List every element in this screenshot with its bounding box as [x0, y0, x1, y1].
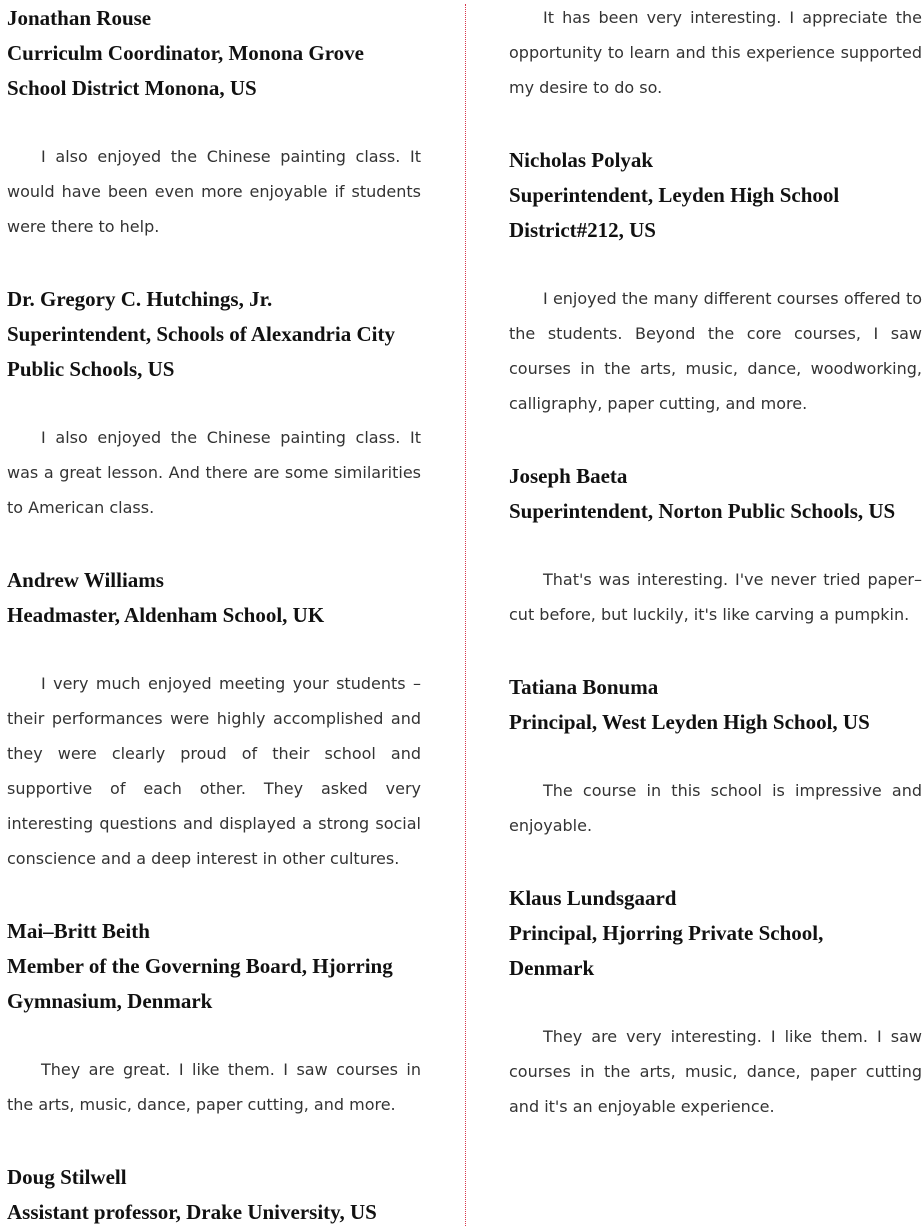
testimonial-quote: They are very interesting. I like them. I saw courses in the arts, music, dance, paper cutting and it's an enjoyable experience.: [509, 1027, 922, 1116]
right-column: [509, 0, 922, 1124]
testimonial-entry: [7, 282, 421, 525]
testimonial-entry: [509, 881, 922, 1124]
testimonial-heading: [7, 563, 421, 633]
person-title: District#212, US: [509, 218, 656, 242]
person-title: Denmark: [509, 956, 595, 980]
testimonial-entry: [7, 563, 421, 876]
testimonial-heading: [509, 143, 922, 248]
testimonial-entry: [509, 670, 922, 843]
testimonial-quote: The course in this school is impressive and enjoyable.: [509, 781, 922, 835]
person-title: Principal, West Leyden High School, US: [509, 710, 870, 734]
testimonial-entry: [7, 1160, 421, 1230]
person-title: Superintendent, Norton Public Schools, US: [509, 499, 896, 523]
testimonial-quote: It has been very interesting. I appreciate the opportunity to learn and this experience supported my desire to do so.: [509, 8, 922, 97]
person-title: Superintendent, Leyden High School: [509, 183, 840, 207]
person-name: Dr. Gregory C. Hutchings, Jr.: [7, 287, 273, 311]
person-title: Assistant professor, Drake University, US: [7, 1200, 377, 1224]
person-name: Tatiana Bonuma: [509, 675, 659, 699]
person-title: Curriculm Coordinator, Monona Grove: [7, 41, 364, 65]
testimonial-heading: [7, 1, 421, 106]
person-name: Mai–Britt Beith: [7, 919, 150, 943]
testimonial-heading: [509, 881, 922, 986]
testimonial-heading: [7, 282, 421, 387]
testimonial-entry: [7, 1, 421, 244]
testimonial-quote: They are great. I like them. I saw courses in the arts, music, dance, paper cutting, and more.: [7, 1060, 421, 1114]
person-title: Superintendent, Schools of Alexandria City: [7, 322, 395, 346]
person-name: Joseph Baeta: [509, 464, 628, 488]
person-title: Member of the Governing Board, Hjorring: [7, 954, 393, 978]
testimonial-entry: [509, 143, 922, 421]
person-title: Gymnasium, Denmark: [7, 989, 213, 1013]
testimonial-quote: I very much enjoyed meeting your students – their performances were highly accomplished and they were clearly proud of their school and supportive of each other. They asked very interesting questions and displayed a strong social conscience and a deep interest in other cultures.: [7, 674, 421, 868]
person-title: Public Schools, US: [7, 357, 175, 381]
person-title: School District Monona, US: [7, 76, 257, 100]
column-divider: [465, 4, 466, 1226]
person-name: Doug Stilwell: [7, 1165, 127, 1189]
testimonial-heading: [509, 459, 922, 529]
person-name: Nicholas Polyak: [509, 148, 654, 172]
testimonial-quote: I enjoyed the many different courses offered to the students. Beyond the core courses, I saw courses in the arts, music, dance, woodworking, calligraphy, paper cutting, and more.: [509, 289, 922, 413]
testimonial-entry: [509, 459, 922, 632]
testimonial-heading: [509, 670, 922, 740]
testimonial-quote: I also enjoyed the Chinese painting class. It was a great lesson. And there are some similarities to American class.: [7, 428, 421, 517]
person-title: Principal, Hjorring Private School,: [509, 921, 824, 945]
testimonial-entry: [509, 0, 922, 105]
testimonial-heading: [7, 1160, 421, 1230]
testimonial-quote: I also enjoyed the Chinese painting class. It would have been even more enjoyable if students were there to help.: [7, 147, 421, 236]
testimonial-entry: [7, 914, 421, 1122]
person-name: Jonathan Rouse: [7, 6, 152, 30]
person-name: Andrew Williams: [7, 568, 164, 592]
person-name: Klaus Lundsgaard: [509, 886, 677, 910]
left-column: [7, 0, 421, 1230]
testimonial-quote: That's was interesting. I've never tried paper–cut before, but luckily, it's like carving a pumpkin.: [509, 570, 922, 624]
testimonial-heading: [7, 914, 421, 1019]
person-title: Headmaster, Aldenham School, UK: [7, 603, 325, 627]
